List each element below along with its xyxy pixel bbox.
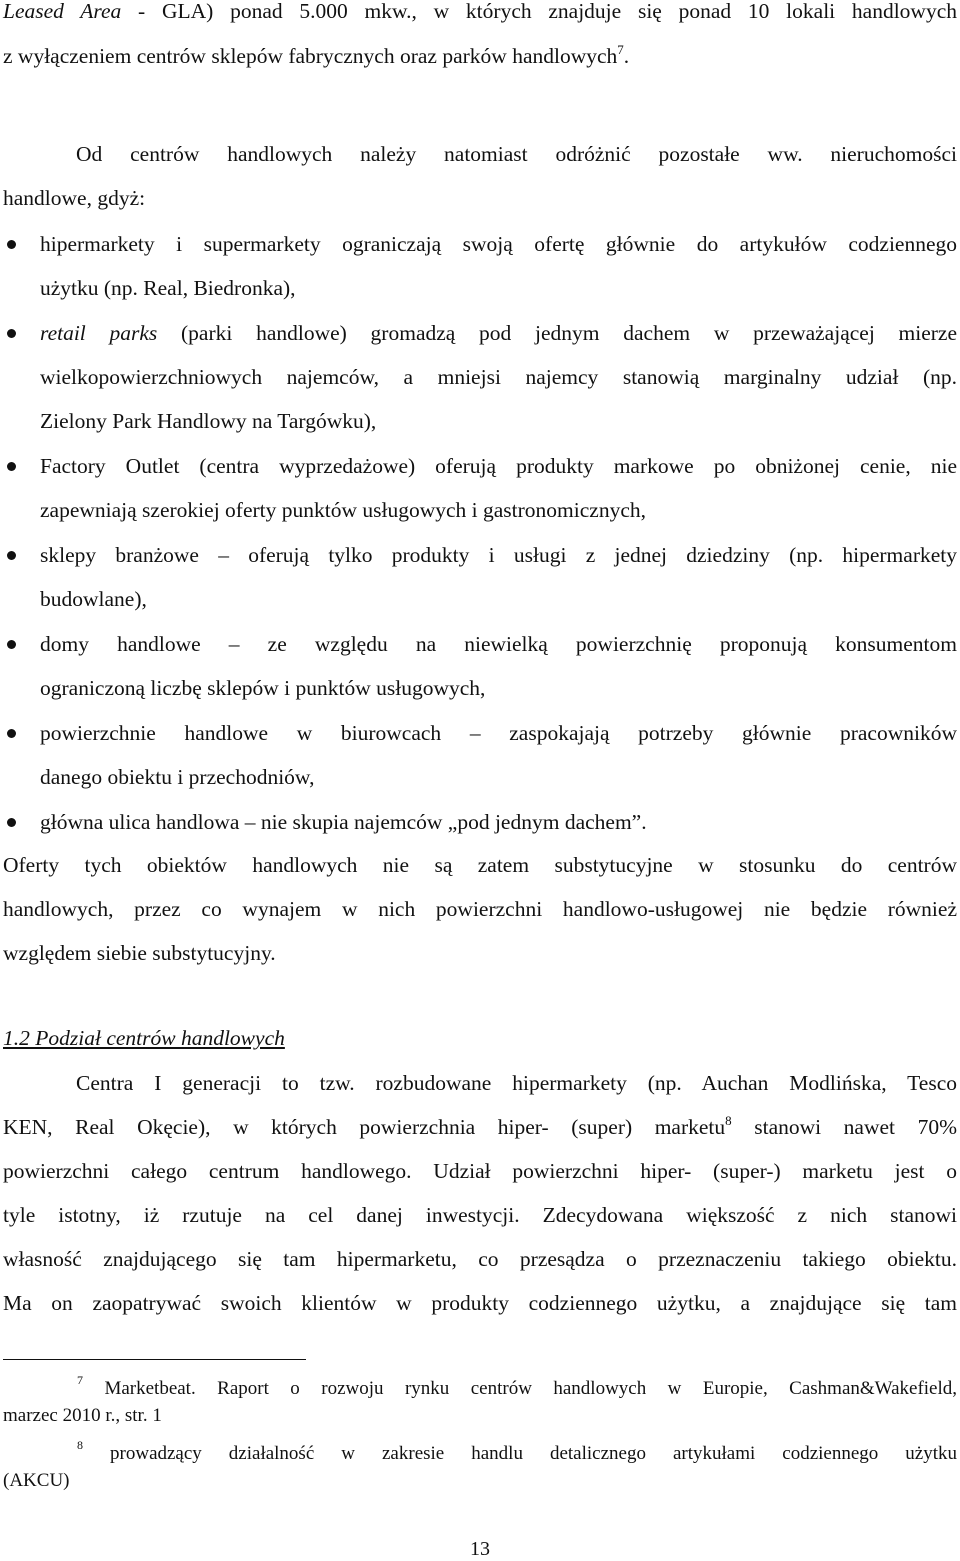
list-item-line <box>40 320 957 346</box>
paragraph-line: Oferty tych obiektów handlowych nie są zatem substytucyjne w stosunku do centrów <box>3 853 957 877</box>
bullet-icon <box>7 640 16 649</box>
list-item-line: ograniczoną liczbę sklepów i punktów usługowych, <box>40 676 486 700</box>
line-text: KEN, Real Okęcie), w których powierzchnia hiper- (super) marketu <box>3 1115 726 1139</box>
italic-term: Leased Area <box>3 0 122 23</box>
paragraph-line: Od centrów handlowych należy natomiast odróżnić pozostałe ww. nieruchomości <box>76 142 957 166</box>
paragraph-line <box>3 1114 957 1140</box>
list-item-line: Zielony Park Handlowy na Targówku), <box>40 409 377 433</box>
paragraph-line: Centra I generacji to tzw. rozbudowane hipermarkety (np. Auchan Modlińska, Tesco <box>76 1071 957 1095</box>
paragraph-line: względem siebie substytucyjny. <box>3 941 276 965</box>
line-text: stanowi nawet 70% <box>731 1115 957 1139</box>
list-item-line: sklepy branżowe – oferują tylko produkty i usługi z jednej dziedziny (np. hipermarkety <box>40 543 957 567</box>
list-item-line: danego obiektu i przechodniów, <box>40 765 315 789</box>
line-text: . <box>623 44 630 68</box>
section-heading: 1.2 Podział centrów handlowych <box>3 1026 285 1050</box>
footnote-number: 8 <box>77 1438 83 1452</box>
bullet-icon <box>7 462 16 471</box>
paragraph-line: handlowych, przez co wynajem w nich powierzchni handlowo-usługowej nie będzie również <box>3 897 957 921</box>
bullet-icon <box>7 329 16 338</box>
footnote-line <box>77 1373 958 1402</box>
list-item-line: główna ulica handlowa – nie skupia najemców „pod jednym dachem”. <box>40 810 647 834</box>
line-text: (parki handlowe) gromadzą pod jednym dachem w przeważającej mierze <box>157 321 958 345</box>
list-item-line: zapewniają szerokiej oferty punktów usługowych i gastronomicznych, <box>40 498 646 522</box>
list-item-line: użytku (np. Real, Biedronka), <box>40 276 296 300</box>
footnote-number: 7 <box>77 1373 83 1387</box>
text-line <box>3 43 629 69</box>
paragraph-line: handlowe, gdyż: <box>3 186 146 210</box>
paragraph-line: powierzchni całego centrum handlowego. Udział powierzchni hiper- (super-) marketu jest o <box>3 1159 957 1183</box>
list-item-line: budowlane), <box>40 587 147 611</box>
bullet-icon <box>7 729 16 738</box>
italic-term: retail parks <box>40 321 158 345</box>
footnote-line <box>77 1438 958 1467</box>
page-number: 13 <box>470 1538 490 1560</box>
footnote-line: marzec 2010 r., str. 1 <box>3 1405 162 1426</box>
footnote-ref[interactable]: 8 <box>725 1113 732 1128</box>
bullet-icon <box>7 818 16 827</box>
list-item-line: hipermarkety i supermarkety ograniczają swoją ofertę głównie do artykułów codziennego <box>40 232 957 256</box>
list-item-line: domy handlowe – ze względu na niewielką powierzchnię proponują konsumentom <box>40 632 957 656</box>
paragraph-line: własność znajdującego się tam hipermarketu, co przesądza o przeznaczeniu takiego obiektu. <box>3 1247 957 1271</box>
bullet-icon <box>7 240 16 249</box>
footnote-ref[interactable]: 7 <box>617 42 624 57</box>
list-item-line: Factory Outlet (centra wyprzedażowe) oferują produkty markowe po obniżonej cenie, nie <box>40 454 957 478</box>
footnote-divider <box>3 1359 306 1360</box>
line-text: z wyłączeniem centrów sklepów fabrycznych oraz parków handlowych <box>3 44 618 68</box>
text-line <box>3 0 957 24</box>
bullet-icon <box>7 551 16 560</box>
footnote-text: prowadzący działalność w zakresie handlu detalicznego artykułami codziennego użytku <box>110 1443 958 1464</box>
footnote-text: Marketbeat. Raport o rozwoju rynku centrów handlowych w Europie, Cashman&Wakefield, <box>104 1378 958 1399</box>
list-item-line: wielkopowierzchniowych najemców, a mniejsi najemcy stanowią marginalny udział (np. <box>40 365 957 389</box>
footnote-line: (AKCU) <box>3 1470 70 1491</box>
paragraph-line: tyle istotny, iż rzutuje na cel danej inwestycji. Zdecydowana większość z nich stanowi <box>3 1203 957 1227</box>
line-text: - GLA) ponad 5.000 mkw., w których znajduje się ponad 10 lokali handlowych <box>138 0 957 23</box>
list-item-line: powierzchnie handlowe w biurowcach – zaspokajają potrzeby głównie pracowników <box>40 721 957 745</box>
paragraph-line: Ma on zaopatrywać swoich klientów w produkty codziennego użytku, a znajdujące się tam <box>3 1291 957 1315</box>
